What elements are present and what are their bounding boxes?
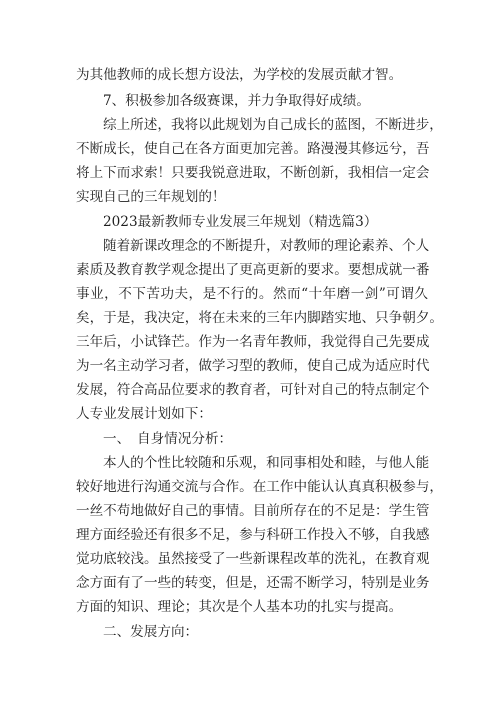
- text-line: 实现自己的三年规划的！: [76, 189, 226, 205]
- text-line: 随着新课改理念的不断提升，对教师的理论素养、个人: [103, 238, 430, 254]
- text-line: 综上所述，我将以此规划为自己成长的蓝图，不断进步，: [103, 117, 443, 133]
- section-heading: 一、 自身情况分析：: [103, 431, 233, 447]
- text-line: 7、积极参加各级赛课，并力争取得好成绩。: [103, 93, 370, 109]
- text-line: 人专业发展计划如下：: [76, 406, 212, 422]
- text-line: 素质及教育教学观念提出了更高更新的要求。要想成就一番: [76, 262, 430, 278]
- text-line: 念方面有了一些的转变，但是，还需不断学习，特别是业务: [76, 575, 430, 591]
- text-line: 矣，于是，我决定，将在未来的三年内脚踏实地、只争朝夕。: [76, 310, 444, 326]
- section-heading: 二、发展方向：: [103, 624, 199, 640]
- text-line: 为一名主动学习者，做学习型的教师，使自己成为适应时代: [76, 358, 430, 374]
- text-line: 事业，不下苦功夫，是不行的。然而“十年磨一剑”可谓久: [76, 286, 428, 302]
- text-line: 较好地进行沟通交流与合作。在工作中能认认真真积极参与，: [76, 479, 444, 495]
- text-line: 不断成长，使自己在各方面更加完善。路漫漫其修远兮，吾: [76, 141, 430, 157]
- text-line: 发展，符合高品位要求的教育者，可针对自己的特点制定个: [76, 382, 430, 398]
- text-line: 将上下而求索！只要我锐意进取，不断创新，我相信一定会: [76, 165, 430, 181]
- text-line: 三年后，小试锋芒。作为一名青年教师，我觉得自己先要成: [76, 334, 430, 350]
- section-title: 2023最新教师专业发展三年规划（精选篇3）: [103, 214, 378, 230]
- text-line: 为其他教师的成长想方设法，为学校的发展贡献才智。: [76, 67, 403, 83]
- text-line: 本人的个性比较随和乐观，和同事相处和睦，与他人能: [103, 455, 430, 471]
- text-line: 方面的知识、理论；其次是个人基本功的扎实与提高。: [76, 599, 403, 615]
- text-line: 理方面经验还有很多不足，参与科研工作投入不够，自我感: [76, 527, 430, 543]
- text-line: 一丝不苟地做好自己的事情。目前所存在的不足是：学生管: [76, 503, 430, 519]
- text-line: 觉功底较浅。虽然接受了一些新课程改革的洗礼，在教育观: [76, 551, 430, 567]
